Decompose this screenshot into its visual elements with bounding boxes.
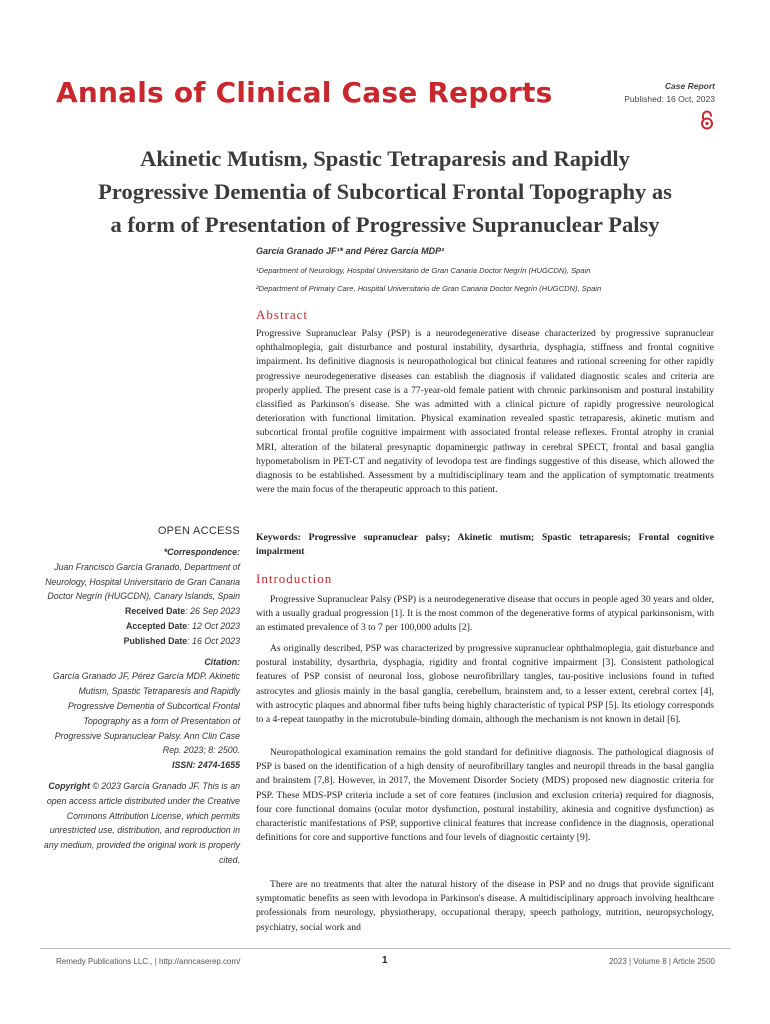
accepted-label: Accepted Date — [126, 620, 188, 631]
published-label: Published Date — [123, 635, 188, 646]
copyright-notice — [40, 779, 240, 868]
intro-paragraph: Neuropathological examination remains the gold standard for definitive diagnosis. The pathological diagnosis of PSP is based on the identification of a high density of neurofibrillary tangles and neuropil threads in the basal ganglia and brainstem [7,8]. However, in 2017, the Movement Disorder Society (MDS) proposed new diagnostic criteria for PSP. These MDS-PSP criteria include a set of core features (inclusion and exclusion criteria) required for diagnosis, four core functional domains (ocular motor dysfunction, postural instability, akinesia and cognitive dysfunction) as characteristic manifestations of PSP, supportive clinical features that increase confidence in the diagnosis, operational definitions for core and supportive functions and four levels of diagnostic certainty [9]. — [256, 747, 714, 844]
title-line: a form of Presentation of Progressive Supranuclear Palsy — [110, 212, 660, 237]
abstract-text: Progressive Supranuclear Palsy (PSP) is a neurodegenerative disease characterized by progressive supranuclear ophthalmoplegia, gait disturbance and postural instability, dysarthria, dysphagia, stiffness and frontal cognitive impairment. Its definitive diagnosis is neuropathological but clinical features and rational screening for other rapidly progressive neurodegenerative diseases can establish the diagnosis if validated diagnostic scales and criteria are properly applied. The present case is a 77-year-old female patient with chronic parkinsonism and postural instability classified as Parkinson's disease. She was admitted with a clinical picture of rapidly progressive neurological deterioration with functional limitation. Physical examination revealed spastic tetraparesis, akinetic mutism and subcortical frontal profile cognitive impairment with associated frontal release reflexes. Frontal atrophy in cranial MRI, alteration of the bilateral presynaptic dopaminergic pathway in cerebral SPECT, frontal and basal ganglia hypometabolism in PET-CT and negativity of levodopa test are findings suggestive of this disease, which allowed the diagnosis to be established. Assessment by a multidisciplinary team and the application of symptomatic treatments were the main focus of the therapeutic approach to this patient. — [256, 328, 714, 496]
article-title — [40, 142, 730, 241]
open-access-label: OPEN ACCESS — [157, 525, 240, 537]
article-meta — [624, 80, 715, 106]
sidebar-info — [40, 545, 240, 868]
page-number: 1 — [382, 955, 388, 966]
received-label: Received Date — [125, 606, 186, 617]
affiliation-2: ²Department of Primary Care, Hospital Universitario de Gran Canaria Doctor Negrín (HUGCDN), Spain — [256, 284, 602, 293]
open-access-lock-icon — [699, 110, 715, 130]
received-date — [40, 604, 240, 619]
accepted-value: : 12 Oct 2023 — [187, 620, 240, 631]
intro-paragraph: There are no treatments that alter the natural history of the disease in PSP and no drugs that provide significant symptomatic benefits as seen with levodopa in Parkinson's disease. A multidisciplinary approach involving healthcare professionals from neurology, physiotherapy, occupational therapy, speech pathology, nutrition, neuropsychology, psychiatry, social work and — [256, 879, 714, 933]
abstract-heading: Abstract — [256, 307, 309, 322]
journal-name: Annals of Clinical Case Reports — [56, 76, 553, 109]
published-value: : 16 Oct 2023 — [187, 635, 240, 646]
article-type: Case Report — [664, 81, 715, 91]
footer-volume: 2023 | Volume 8 | Article 2500 — [608, 957, 715, 966]
published-date — [40, 634, 240, 649]
published-date-header: Published: 16 Oct, 2023 — [624, 94, 715, 104]
title-line: Progressive Dementia of Subcortical Frontal Topography as — [98, 179, 672, 204]
accepted-date — [40, 619, 240, 634]
copyright-label: Copyright — [48, 780, 90, 791]
citation-text: García Granado JF, Pérez García MDP. Akinetic Mutism, Spastic Tetraparesis and Rapidly Progressive Dementia of Subcortical Frontal Topography as a form of Presentation of Progressive Supranuclear Palsy. Ann Clin Case Rep. 2023; 8: 2500. — [52, 671, 240, 756]
copyright-text: © 2023 García Granado JF. This is an open access article distributed under the Creative Commons Attribution License, which permits unrestricted use, distribution, and reproduction in any medium, provided the original work is properly cited. — [43, 780, 240, 865]
received-value: : 26 Sep 2023 — [185, 606, 240, 617]
correspondence-text: Juan Francisco García Granado, Department of Neurology, Hospital Universitario de Gran Canaria Doctor Negrín (HUGCDN), Canary Islands, Spain — [45, 561, 240, 602]
issn: ISSN: 2474-1655 — [172, 760, 240, 771]
authors: García Granado JF¹* and Pérez García MDP² — [256, 246, 445, 256]
footer-publisher: Remedy Publications LLC., | http://anncaserep.com/ — [56, 957, 241, 966]
intro-paragraph: Progressive Supranuclear Palsy (PSP) is a neurodegenerative disease that occurs in people aged 30 years and older, with a usually gradual progression [1]. It is the most common of the degenerative forms of atypical parkinsonism, with an estimated prevalence of 3 to 7 per 100,000 adults [2]. — [256, 594, 714, 634]
correspondence-label: *Correspondence: — [163, 547, 240, 557]
keywords: Keywords: Progressive supranuclear palsy; Akinetic mutism; Spastic tetraparesis; Frontal cognitive impairment — [256, 532, 714, 557]
citation-label: Citation: — [204, 656, 240, 667]
intro-paragraph: As originally described, PSP was characterized by progressive supranuclear ophthalmoplegia, gait disturbance and postural instability, dysarthria, dysphagia, rigidity and frontal cognitive impairment [3]. Consistent pathological features of PSP consist of neuronal loss, globose neurofibrillary tangles, tau-positive inclusions found in tufted astrocytes and gliosis mainly in the basal ganglia, cerebellum, brainstem and, to a lesser extent, cerebral cortex [4], with astrocytic plaques and abnormal fiber tufts being highly characteristic of typical PSP [5]. Its etiology corresponds to a 4-repeat tauopathy in the microtubule-binding domain, although the mechanism is not known in detail [6]. — [256, 643, 714, 726]
introduction-heading: Introduction — [256, 571, 333, 586]
footer-divider — [40, 948, 730, 949]
title-line: Akinetic Mutism, Spastic Tetraparesis and Rapidly — [140, 146, 630, 171]
affiliation-1: ¹Department of Neurology, Hospital Universitario de Gran Canaria Doctor Negrín (HUGCDN), Spain — [256, 266, 591, 275]
